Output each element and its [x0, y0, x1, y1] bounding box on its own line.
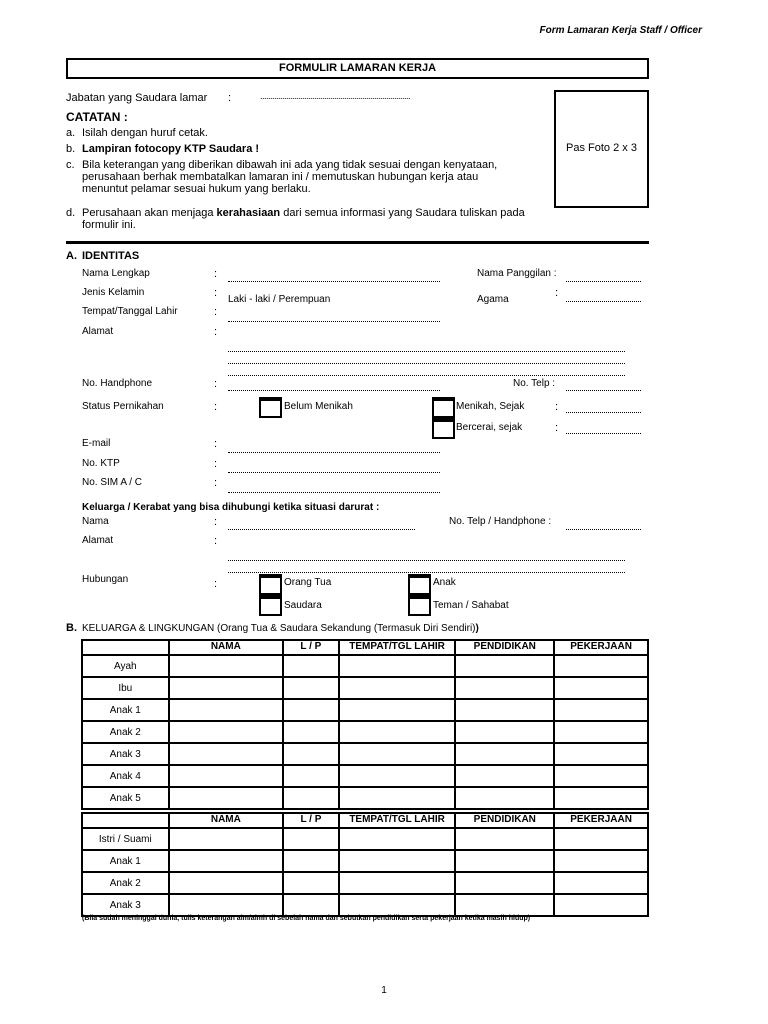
cell[interactable] [283, 872, 339, 894]
cell[interactable] [455, 721, 554, 743]
birth-field[interactable] [228, 312, 440, 322]
row-label: Ayah [82, 655, 169, 677]
cell[interactable] [554, 894, 648, 916]
divorced-since-field[interactable] [566, 424, 641, 434]
note-letter-d: d. [66, 207, 76, 219]
row-label: Anak 1 [82, 699, 169, 721]
emergency-address-field-1[interactable] [228, 551, 625, 561]
cell[interactable] [339, 872, 456, 894]
table-row [82, 894, 648, 916]
religion-label: Agama [477, 294, 509, 305]
cell[interactable] [455, 743, 554, 765]
gender-label: Jenis Kelamin [82, 287, 145, 298]
table-row [82, 655, 648, 677]
cell[interactable] [169, 828, 283, 850]
parent-label: Orang Tua [284, 577, 332, 588]
marital-label: Status Pernikahan [82, 401, 164, 412]
header-birth: TEMPAT/TGL LAHIR [339, 813, 456, 828]
married-label: Menikah, Sejak [456, 401, 525, 412]
row-label: Anak 2 [82, 872, 169, 894]
row-label: Ibu [82, 677, 169, 699]
cell[interactable] [283, 850, 339, 872]
ktp-colon: : [214, 458, 218, 470]
married-since-field[interactable] [566, 403, 641, 413]
sibling-checkbox[interactable] [259, 595, 282, 616]
section-b-letter: B. [66, 622, 77, 634]
emergency-phone-field[interactable] [566, 520, 641, 530]
sim-field[interactable] [228, 483, 440, 493]
emergency-phone-label: No. Telp / Handphone : [449, 516, 552, 527]
note-letter-a: a. [66, 127, 76, 139]
row-label: Anak 3 [82, 894, 169, 916]
cell[interactable] [169, 850, 283, 872]
cell[interactable] [169, 787, 283, 809]
friend-checkbox[interactable] [408, 595, 431, 616]
cell[interactable] [339, 787, 456, 809]
note-letter-b: b. [66, 143, 76, 155]
document-header: Form Lamaran Kerja Staff / Officer [539, 25, 702, 36]
header-blank [82, 813, 169, 828]
emergency-name-field[interactable] [228, 520, 415, 530]
married-colon: : [555, 401, 559, 413]
note-d-line2: formulir ini. [82, 219, 136, 231]
cell[interactable] [455, 699, 554, 721]
header-gender: L / P [283, 813, 339, 828]
table-row [82, 765, 648, 787]
table-header-row [82, 813, 648, 828]
cell[interactable] [455, 850, 554, 872]
divorced-colon: : [555, 422, 559, 434]
child-checkbox[interactable] [408, 574, 431, 595]
header-name: NAMA [169, 813, 283, 828]
address-label: Alamat [82, 326, 114, 337]
full-name-label: Nama Lengkap [82, 268, 150, 279]
note-c-line2: perusahaan berhak membatalkan lamaran ini / memutuskan hubungan kerja atau [82, 171, 479, 183]
emergency-address-field-2[interactable] [228, 563, 625, 573]
cell[interactable] [283, 765, 339, 787]
cell[interactable] [339, 828, 456, 850]
cell[interactable] [455, 828, 554, 850]
header-occupation: PEKERJAAN [554, 640, 648, 655]
parent-checkbox[interactable] [259, 574, 282, 595]
child-label: Anak [433, 577, 456, 588]
friend-label: Teman / Sahabat [433, 600, 509, 611]
cell[interactable] [554, 699, 648, 721]
divorced-label: Bercerai, sejak [456, 422, 523, 433]
table-row [82, 699, 648, 721]
gender-colon: : [214, 287, 218, 299]
tel-field[interactable] [566, 381, 641, 391]
section-b-heading: KELUARGA & LINGKUNGAN (Orang Tua & Saudara Sekandung (Termasuk Diri Sendiri)) [82, 623, 479, 634]
header-education: PENDIDIKAN [455, 813, 554, 828]
note-d-line1: Perusahaan akan menjaga kerahasiaan dari semua informasi yang Saudara tuliskan pada [82, 207, 525, 219]
header-gender: L / P [283, 640, 339, 655]
note-a: Isilah dengan huruf cetak. [82, 127, 208, 139]
ktp-field[interactable] [228, 463, 440, 473]
section-a-letter: A. [66, 250, 77, 262]
cell[interactable] [339, 655, 456, 677]
cell[interactable] [554, 765, 648, 787]
section-a-heading: IDENTITAS [82, 250, 140, 262]
header-birth: TEMPAT/TGL LAHIR [339, 640, 456, 655]
email-label: E-mail [82, 438, 111, 449]
religion-field[interactable] [566, 292, 641, 302]
sim-colon: : [214, 477, 218, 489]
table-row [82, 787, 648, 809]
cell[interactable] [339, 765, 456, 787]
row-label: Anak 3 [82, 743, 169, 765]
cell[interactable] [455, 894, 554, 916]
cell[interactable] [169, 743, 283, 765]
cell[interactable] [169, 699, 283, 721]
birth-label: Tempat/Tanggal Lahir [82, 306, 178, 317]
table-header-row [82, 640, 648, 655]
cell[interactable] [283, 699, 339, 721]
single-checkbox[interactable] [259, 397, 282, 418]
cell[interactable] [554, 743, 648, 765]
position-field[interactable]: ........................................................................... [260, 91, 411, 101]
header-blank [82, 640, 169, 655]
row-label: Anak 5 [82, 787, 169, 809]
married-checkbox[interactable] [432, 397, 455, 418]
cell[interactable] [339, 743, 456, 765]
cell[interactable] [554, 655, 648, 677]
relation-colon: : [214, 578, 218, 590]
cell[interactable] [455, 787, 554, 809]
note-b: Lampiran fotocopy KTP Saudara ! [82, 143, 260, 155]
row-label: Anak 2 [82, 721, 169, 743]
cell[interactable] [339, 699, 456, 721]
cell[interactable] [283, 828, 339, 850]
row-label: Anak 4 [82, 765, 169, 787]
cell[interactable] [455, 677, 554, 699]
cell[interactable] [169, 894, 283, 916]
position-label: Jabatan yang Saudara lamar [66, 92, 208, 104]
cell[interactable] [339, 850, 456, 872]
family-note: (Bila sudah meninggal dunia, tulis keterangan alm/almh di sebelah nama dan sebutkan pendidikan serta pekerjaan ketika masih hidup) [82, 915, 531, 922]
cell[interactable] [455, 655, 554, 677]
table-row [82, 850, 648, 872]
emergency-address-label: Alamat [82, 535, 114, 546]
table-row [82, 721, 648, 743]
emergency-name-colon: : [214, 516, 218, 528]
position-colon: : [228, 92, 232, 104]
emergency-address-colon: : [214, 535, 218, 547]
cell[interactable] [169, 872, 283, 894]
sibling-label: Saudara [284, 600, 322, 611]
family-table-parents [81, 639, 649, 810]
relation-label: Hubungan [82, 574, 129, 585]
cell[interactable] [283, 743, 339, 765]
ktp-label: No. KTP [82, 458, 120, 469]
notes-heading: CATATAN : [66, 110, 128, 124]
cell[interactable] [554, 677, 648, 699]
cell[interactable] [169, 655, 283, 677]
cell[interactable] [455, 872, 554, 894]
sim-label: No. SIM A / C [82, 477, 143, 488]
header-occupation: PEKERJAAN [554, 813, 648, 828]
phone-colon: : [214, 378, 218, 390]
note-c-line3: menuntut pelamar sesuai hukum yang berlaku. [82, 183, 311, 195]
phone-field[interactable] [228, 381, 440, 391]
cell[interactable] [554, 787, 648, 809]
photo-label: Pas Foto 2 x 3 [566, 142, 637, 154]
row-label: Istri / Suami [82, 828, 169, 850]
single-label: Belum Menikah [284, 401, 353, 412]
email-colon: : [214, 438, 218, 450]
header-education: PENDIDIKAN [455, 640, 554, 655]
cell[interactable] [339, 677, 456, 699]
cell[interactable] [169, 677, 283, 699]
address-field-3[interactable] [228, 366, 625, 376]
cell[interactable] [283, 677, 339, 699]
address-field-1[interactable] [228, 342, 625, 352]
cell[interactable] [169, 721, 283, 743]
birth-colon: : [214, 306, 218, 318]
cell[interactable] [455, 765, 554, 787]
table-row [82, 828, 648, 850]
header-name: NAMA [169, 640, 283, 655]
address-field-2[interactable] [228, 354, 625, 364]
table-row [82, 872, 648, 894]
phone-label: No. Handphone [82, 378, 153, 389]
religion-colon: : [555, 287, 559, 299]
cell[interactable] [283, 894, 339, 916]
cell[interactable] [283, 655, 339, 677]
gender-value[interactable]: Laki - laki / Perempuan [228, 294, 331, 305]
cell[interactable] [554, 828, 648, 850]
cell[interactable] [554, 721, 648, 743]
section-divider [66, 241, 649, 244]
divorced-checkbox[interactable] [432, 418, 455, 439]
cell[interactable] [339, 721, 456, 743]
cell[interactable] [554, 850, 648, 872]
family-table-spouse [81, 812, 649, 917]
note-letter-c: c. [66, 159, 75, 171]
table-row [82, 743, 648, 765]
page-number: 1 [381, 985, 387, 996]
nickname-label: Nama Panggilan : [477, 268, 557, 279]
cell[interactable] [339, 894, 456, 916]
nickname-field[interactable] [566, 272, 641, 282]
cell[interactable] [554, 872, 648, 894]
table-row [82, 677, 648, 699]
form-title: FORMULIR LAMARAN KERJA [66, 58, 649, 79]
emergency-name-label: Nama [82, 516, 109, 527]
address-colon: : [214, 326, 218, 338]
full-name-colon: : [214, 268, 218, 280]
full-name-field[interactable] [228, 272, 440, 282]
emergency-heading: Keluarga / Kerabat yang bisa dihubungi ketika situasi darurat : [82, 502, 380, 513]
cell[interactable] [283, 721, 339, 743]
row-label: Anak 1 [82, 850, 169, 872]
marital-colon: : [214, 401, 218, 413]
cell[interactable] [169, 765, 283, 787]
note-c-line1: Bila keterangan yang diberikan dibawah ini ada yang tidak sesuai dengan kenyataan, [82, 159, 498, 171]
cell[interactable] [283, 787, 339, 809]
photo-box [554, 90, 649, 208]
email-field[interactable] [228, 443, 440, 453]
tel-label: No. Telp : [513, 378, 556, 389]
